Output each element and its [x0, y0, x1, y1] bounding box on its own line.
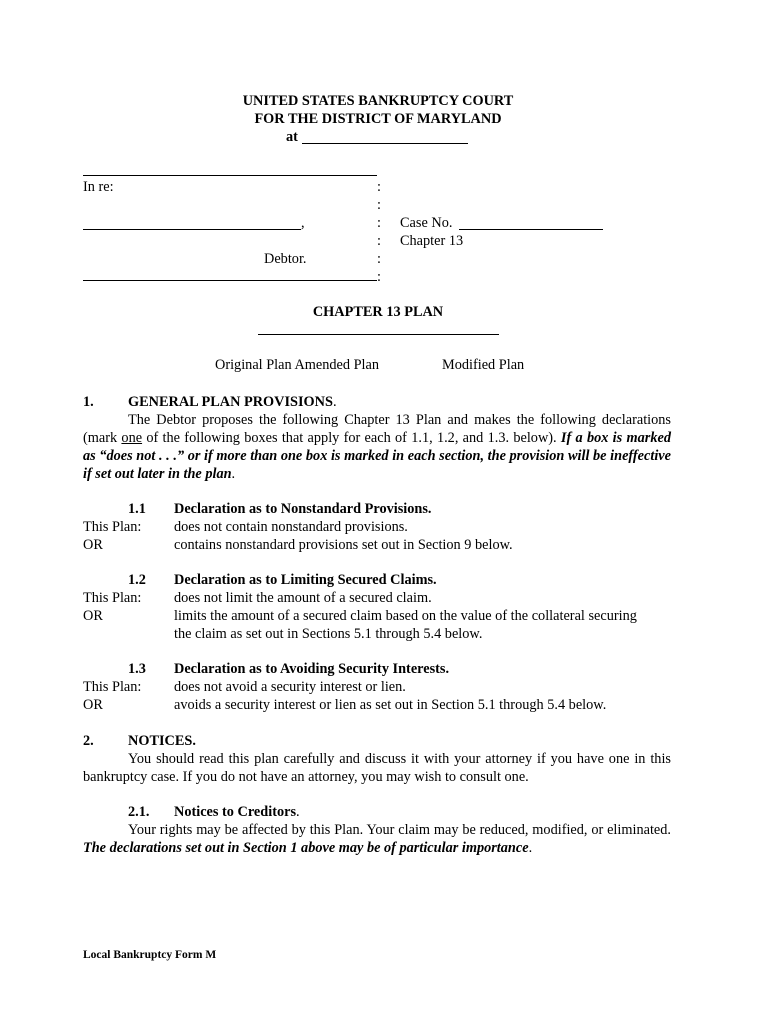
section-1-heading-text: GENERAL PLAN PROVISIONS [128, 394, 333, 410]
section-2-1-heading [174, 803, 300, 821]
section-1-heading-period: . [332, 394, 337, 410]
plan-type-original[interactable] [215, 356, 379, 374]
plan-type-amended-label: Amended Plan [294, 357, 380, 373]
decl-1-2-this-plan: This Plan: [83, 590, 142, 606]
section-1-intro [83, 411, 671, 483]
section-2-1-heading-text: Notices to Creditors [174, 804, 297, 820]
court-location-blank [302, 143, 468, 144]
decl-1-1-option-1-label: does not contain nonstandard provisions. [174, 519, 408, 535]
caption-colon: : [377, 233, 381, 249]
decl-1-1-or: OR [83, 537, 103, 553]
debtor-name-blank [83, 229, 301, 230]
section-2-text: You should read this plan carefully and discuss it with your attorney if you have one in this bankruptcy case. If you do not have an attorney, you may wish to consult one. [83, 751, 671, 785]
plan-type-modified-label: Modified Plan [442, 357, 525, 373]
decl-1-2-or: OR [83, 608, 103, 624]
decl-1-2-title: Declaration as to Limiting Secured Claims. [174, 572, 437, 588]
debtor-name-comma: , [301, 215, 305, 231]
decl-1-2-option-1[interactable] [174, 589, 432, 607]
section-1-intro-one: one [121, 430, 143, 446]
section-2-1-text-emphasis: The declarations set out in Section 1 above may be of particular importance [83, 840, 529, 856]
debtor-label: Debtor. [264, 251, 307, 267]
decl-1-1-number: 1.1 [128, 501, 146, 517]
decl-1-3-number: 1.3 [128, 661, 146, 677]
decl-1-3-or: OR [83, 697, 103, 713]
plan-type-original-label: Original Plan [215, 357, 292, 373]
case-number-label: Case No. [400, 215, 453, 231]
caption-colon: : [377, 179, 381, 195]
plan-title-rule [258, 334, 499, 335]
decl-1-1-title: Declaration as to Nonstandard Provisions. [174, 501, 432, 517]
caption-colon: : [377, 269, 381, 285]
court-name-line2: FOR THE DISTRICT OF MARYLAND [254, 111, 502, 127]
decl-1-2-number: 1.2 [128, 572, 146, 588]
decl-1-3-option-2[interactable] [174, 696, 606, 714]
section-2-1-text-end: . [528, 840, 533, 856]
section-1-intro-a: The Debtor proposes the following Chapter 13 Plan and makes the following declarations (mark [83, 412, 671, 446]
plan-title: CHAPTER 13 PLAN [312, 304, 444, 320]
decl-1-3-option-1[interactable] [174, 678, 406, 696]
section-2-1-heading-period: . [296, 804, 300, 820]
caption-top-rule [83, 175, 377, 176]
section-1-heading [128, 393, 337, 411]
caption-bottom-rule [83, 280, 377, 281]
section-2-1-number: 2.1. [128, 804, 150, 820]
section-1-intro-warning: If a box is marked as “does not . . .” or if more than one box is marked in each section, the provision will be ineffective if set out later in the plan [83, 430, 671, 482]
page-footer: Local Bankruptcy Form M [83, 949, 217, 961]
court-location-label: at [286, 129, 298, 145]
section-1-intro-b: of the following boxes that apply for each of 1.1, 1.2, and 1.3. below). [142, 430, 561, 446]
section-2-heading: NOTICES. [128, 733, 196, 749]
plan-type-modified[interactable] [442, 356, 524, 374]
section-2-number: 2. [83, 733, 94, 749]
decl-1-3-option-2-label: avoids a security interest or lien as set out in Section 5.1 through 5.4 below. [174, 697, 607, 713]
section-1-number: 1. [83, 394, 94, 410]
caption-colon: : [377, 251, 381, 267]
decl-1-2-option-2-label: limits the amount of a secured claim based on the value of the collateral securing [174, 608, 637, 624]
decl-1-1-option-2[interactable] [174, 536, 513, 554]
case-number-blank [459, 229, 603, 230]
in-re-label: In re: [83, 179, 114, 195]
decl-1-2-option-2[interactable] [174, 607, 637, 625]
decl-1-1-option-1[interactable] [174, 518, 408, 536]
caption-colon: : [377, 197, 381, 213]
caption-colon: : [377, 215, 381, 231]
decl-1-1-this-plan: This Plan: [83, 519, 142, 535]
decl-1-3-option-1-label: does not avoid a security interest or lien. [174, 679, 406, 695]
decl-1-2-option-2-continued: the claim as set out in Sections 5.1 through 5.4 below. [174, 626, 483, 642]
section-2-1-text [83, 821, 671, 857]
section-2-1-text-a: Your rights may be affected by this Plan. Your claim may be reduced, modified, or eliminated. [128, 822, 671, 838]
decl-1-2-option-1-label: does not limit the amount of a secured claim. [174, 590, 432, 606]
decl-1-3-title: Declaration as to Avoiding Security Interests. [174, 661, 450, 677]
section-1-intro-end: . [231, 466, 236, 482]
chapter-label: Chapter 13 [400, 233, 464, 249]
decl-1-3-this-plan: This Plan: [83, 679, 142, 695]
court-name-line1: UNITED STATES BANKRUPTCY COURT [242, 93, 514, 109]
decl-1-1-option-2-label: contains nonstandard provisions set out in Section 9 below. [174, 537, 513, 553]
